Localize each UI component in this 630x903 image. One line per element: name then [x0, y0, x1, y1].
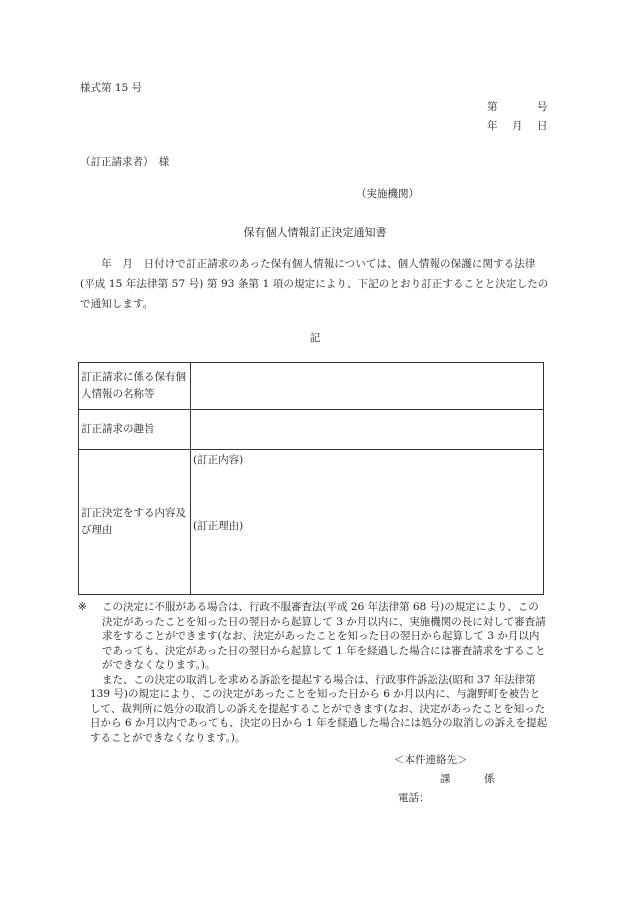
row2-label: 訂正請求の趣旨 [79, 410, 191, 450]
document-number [487, 99, 548, 114]
table-row [79, 363, 544, 410]
note-appeal: この決定に不服がある場合は、行政不服審査法(平成 26 年法律第 68 号)の規定により、この決定があったことを知った日の翌日から起算して 3 か月以内に、実施機関の長に対して審査請求をすることができます(なお、決定があったことを知った日の翌日から起算して 3 か月以内であっても、決定があった日の翌日から起算して 1 年を経過した場合には審査請求をすることができなくなります。)。 [102, 601, 546, 671]
table-row [79, 450, 544, 595]
correction-content-label: (訂正内容) [193, 454, 244, 466]
addressee: （訂正請求者） 様 [80, 156, 170, 168]
body-text [80, 254, 550, 314]
date-month: 月 [512, 120, 523, 132]
row3-value [191, 450, 544, 595]
note-lawsuit: また、この決定の取消しを求める訴訟を提起する場合は、行政事件訴訟法(昭和 37 年法律第 139 号)の規定により、この決定があったことを知った日から 6 か月以内に、与謝野町を被告として、裁判所に処分の取消しの訴えを提起することができます(なお、決定があったことを知った日から 6 か月以内であっても、決定の日から 1 年を経過した場合には処分の取消しの訴えを提起することができなくなります。)。 [90, 673, 548, 744]
body-paragraph: 年 月 日付けで訂正請求のあった保有個人情報については、個人情報の保護に関する法律(平成 15 年法律第 57 号) 第 93 条第 1 項の規定により、下記のとおり訂正することと決定したので通知します。 [80, 258, 549, 310]
table-row [79, 410, 544, 450]
date-year: 年 [487, 120, 498, 132]
row1-label: 訂正請求に係る保有個人情報の名称等 [79, 363, 191, 410]
ki-heading: 記 [309, 332, 321, 344]
contact-heading: ＜本件連絡先＞ [394, 754, 468, 766]
contact-section [440, 771, 495, 786]
row1-value [191, 363, 544, 410]
contact-tel: 電話： [398, 792, 430, 804]
document-title: 保有個人情報訂正決定通知書 [243, 226, 387, 239]
row2-value [191, 410, 544, 450]
contact-ka: 課 [440, 773, 451, 785]
date-day: 日 [537, 120, 548, 132]
contact-kakari: 係 [484, 773, 495, 785]
row3-label: 訂正決定をする内容及び理由 [79, 450, 191, 595]
correction-reason-label: (訂正理由) [193, 520, 244, 532]
form-number: 様式第 15 号 [80, 82, 143, 94]
details-table [78, 362, 544, 595]
implementing-agency: （実施機関） [356, 188, 419, 200]
doc-number-prefix: 第 [487, 101, 498, 113]
doc-number-suffix: 号 [537, 101, 548, 113]
note-mark: ※ [78, 601, 87, 613]
document-date [487, 118, 548, 133]
notes [78, 600, 548, 745]
